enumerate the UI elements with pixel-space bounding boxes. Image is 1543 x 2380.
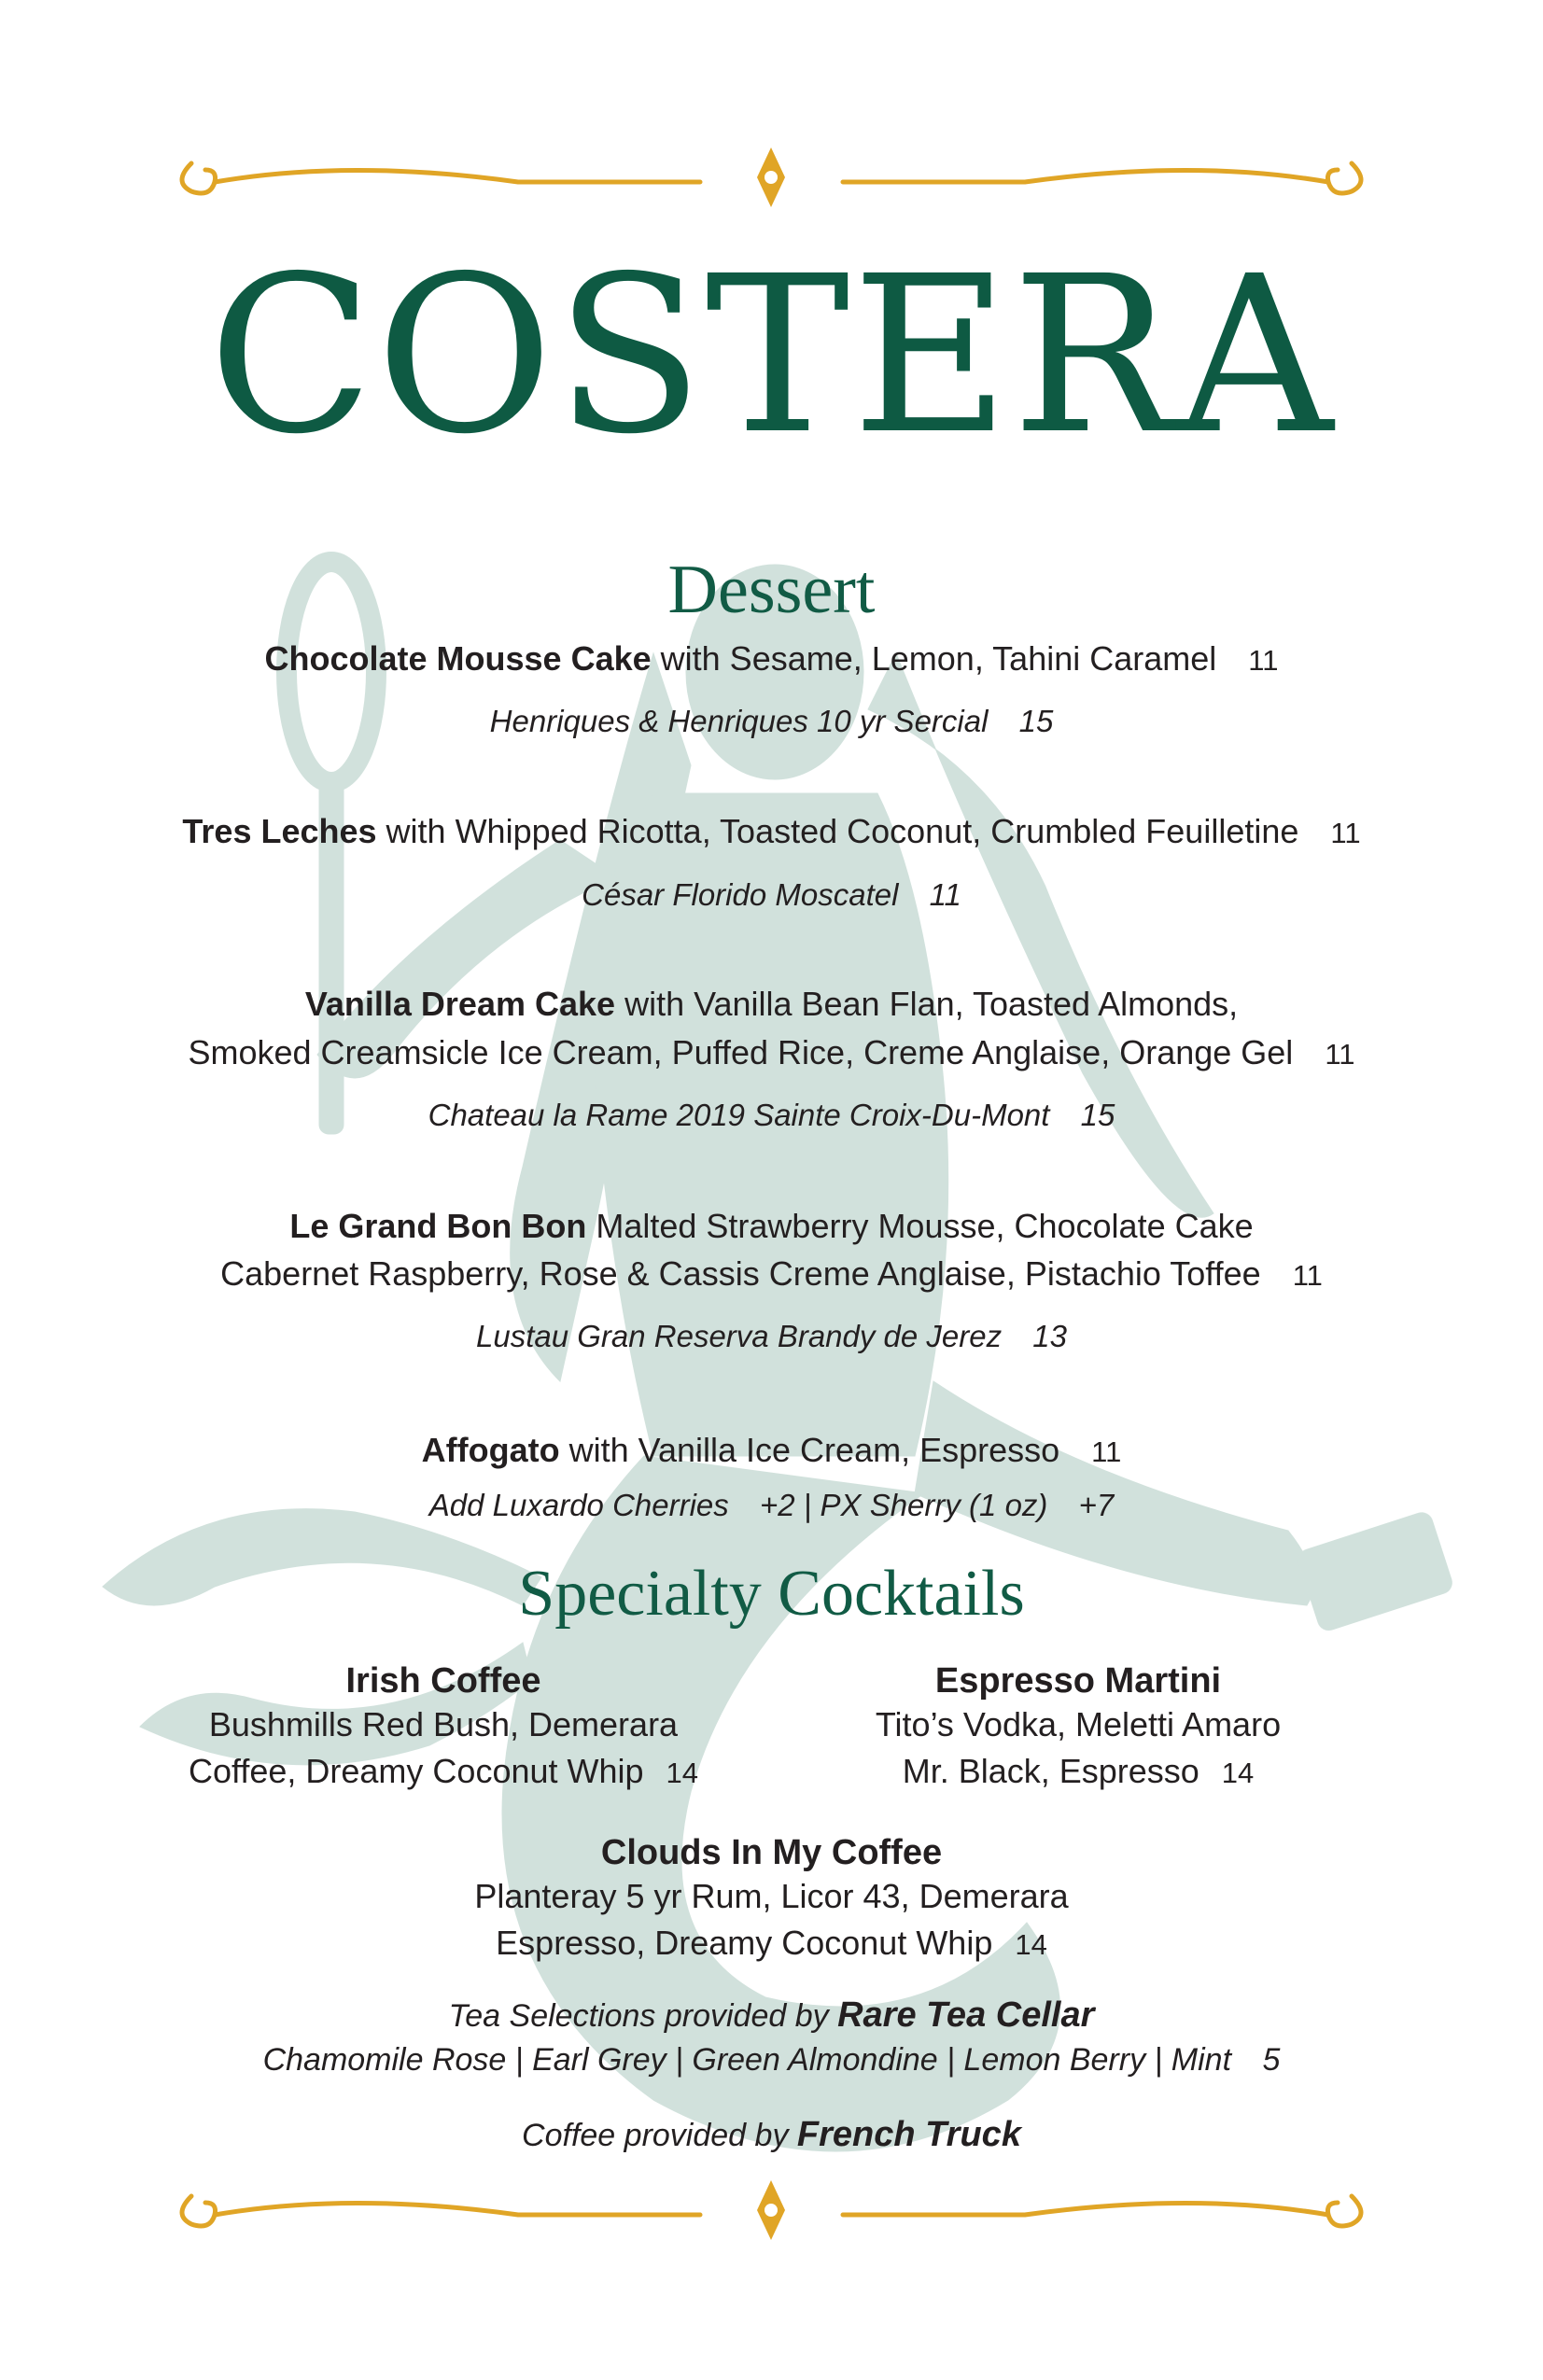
item-name: Le Grand Bon Bon [289, 1207, 587, 1245]
addon-line [0, 1488, 1543, 1523]
coffee-vendor: French Truck [796, 2115, 1021, 2154]
wine-pairing [0, 1319, 1543, 1354]
pairing-price: 15 [1018, 704, 1054, 738]
addon-price: +7 [1078, 1488, 1115, 1522]
dessert-item [0, 637, 1543, 679]
pairing-name: Chateau la Rame 2019 Sainte Croix-Du-Mont [428, 1098, 1050, 1132]
tea-price: 5 [1262, 2042, 1281, 2078]
dessert-item [0, 1429, 1543, 1471]
item-name: Tres Leches [182, 812, 377, 850]
wine-pairing [0, 1098, 1543, 1133]
dessert-item [0, 810, 1543, 852]
item-desc: Cabernet Raspberry, Rose & Cassis Creme Anglaise, Pistachio Toffee [220, 1254, 1261, 1293]
dessert-item [0, 1205, 1543, 1247]
item-price: 11 [1330, 817, 1361, 849]
diamond-star-icon [757, 147, 785, 207]
pairing-price: 11 [929, 877, 961, 912]
tea-vendor: Rare Tea Cellar [837, 1995, 1095, 2035]
dessert-item-cont [0, 1031, 1543, 1073]
cocktail-name: Clouds In My Coffee [600, 1833, 943, 1872]
cocktail-price: 14 [1221, 1756, 1255, 1789]
coffee-provider [0, 2115, 1543, 2155]
tea-prefix: Tea Selections provided by [448, 1998, 829, 2034]
cocktail-name: Espresso Martini [934, 1661, 1222, 1701]
cocktail-price: 14 [666, 1756, 699, 1789]
item-desc: Smoked Creamsicle Ice Cream, Puffed Rice, Creme Anglaise, Orange Gel [188, 1033, 1294, 1071]
pairing-name: César Florido Moscatel [582, 877, 899, 912]
item-price: 11 [1248, 644, 1279, 677]
wine-pairing [0, 704, 1543, 739]
tea-options: Chamomile Rose | Earl Grey | Green Almondine | Lemon Berry | Mint [262, 2042, 1232, 2078]
coffee-prefix: Coffee provided by [522, 2118, 789, 2153]
addon-text: PX Sherry (1 oz) [820, 1488, 1048, 1522]
cocktail-item [789, 1661, 1368, 1794]
item-name: Affogato [421, 1431, 560, 1469]
cocktail-desc: Tito’s Vodka, Meletti Amaro [875, 1705, 1282, 1743]
addon-price: +2 [759, 1488, 795, 1522]
wine-pairing [0, 877, 1543, 913]
dessert-item [0, 983, 1543, 1025]
item-price: 11 [1091, 1435, 1122, 1468]
brand-logo: COSTERA [208, 230, 1335, 482]
pairing-price: 15 [1080, 1098, 1115, 1132]
pairing-price: 13 [1032, 1319, 1068, 1353]
item-price: 11 [1292, 1259, 1323, 1292]
cocktail-item [154, 1661, 733, 1794]
dessert-item-cont [0, 1253, 1543, 1295]
item-name: Vanilla Dream Cake [304, 985, 616, 1023]
pairing-name: Henriques & Henriques 10 yr Sercial [489, 704, 989, 738]
item-desc: Malted Strawberry Mousse, Chocolate Cake [596, 1207, 1254, 1245]
cocktail-desc-cont: Mr. Black, Espresso 14 [902, 1751, 1255, 1790]
scroll-ornament-icon [163, 2173, 1380, 2247]
addon-separator: | [803, 1488, 812, 1522]
tea-provider [0, 1995, 1543, 2036]
cocktail-item [0, 1833, 1543, 1966]
item-desc: with Vanilla Ice Cream, Espresso [568, 1431, 1060, 1469]
addon-text: Add Luxardo Cherries [428, 1488, 729, 1522]
item-name: Chocolate Mousse Cake [264, 639, 652, 678]
item-desc: with Whipped Ricotta, Toasted Coconut, Crumbled Feuilletine [386, 812, 1299, 850]
cocktail-desc: Planteray 5 yr Rum, Licor 43, Demerara [474, 1877, 1069, 1915]
cocktail-desc-cont: Espresso, Dreamy Coconut Whip 14 [496, 1923, 1047, 1962]
item-desc: with Sesame, Lemon, Tahini Caramel [660, 639, 1217, 678]
scroll-ornament-icon [163, 140, 1380, 215]
cocktail-desc: Bushmills Red Bush, Demerara [208, 1705, 679, 1743]
diamond-star-icon [757, 2180, 785, 2240]
cocktails-title: Specialty Cocktails [518, 1558, 1025, 1630]
dessert-title: Dessert [667, 552, 876, 628]
pairing-name: Lustau Gran Reserva Brandy de Jerez [475, 1319, 1003, 1353]
item-desc: with Vanilla Bean Flan, Toasted Almonds, [624, 985, 1239, 1023]
cocktail-price: 14 [1015, 1927, 1047, 1961]
item-price: 11 [1325, 1038, 1355, 1071]
cocktail-desc-cont: Coffee, Dreamy Coconut Whip 14 [188, 1751, 699, 1790]
tea-list [0, 2042, 1543, 2079]
cocktail-name: Irish Coffee [345, 1661, 541, 1701]
